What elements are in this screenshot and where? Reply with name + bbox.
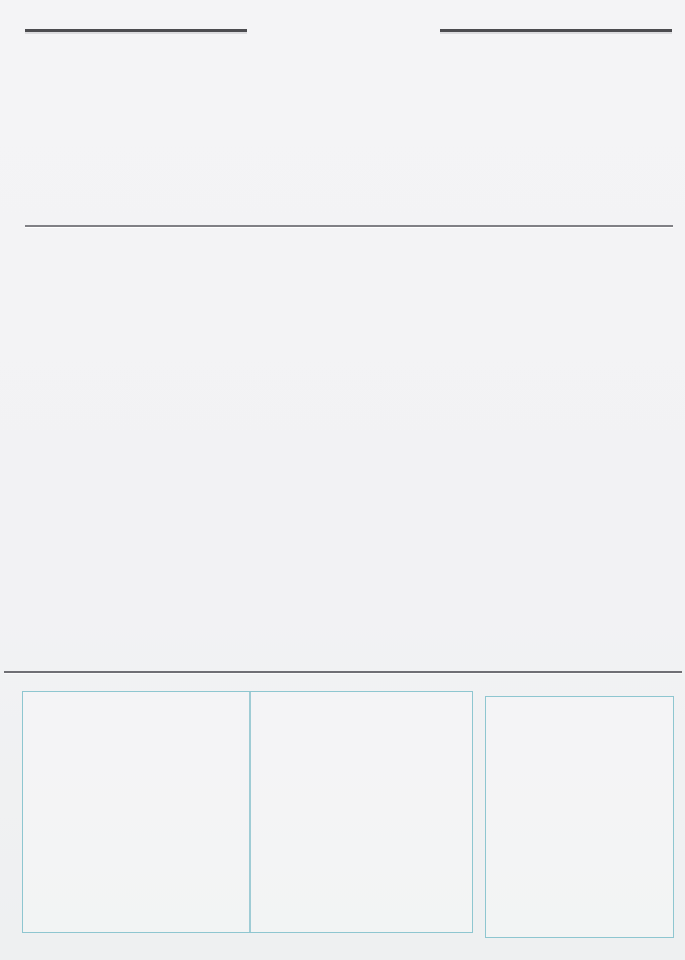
header-rule-left: [25, 29, 247, 32]
intro-column-instructions-1: [248, 56, 455, 226]
header-rule-right: [440, 29, 672, 32]
intro-column-instructions-2: [465, 56, 672, 226]
column-divider: [249, 692, 251, 932]
footer-rule: [4, 671, 682, 673]
intro-column-dimensions: [25, 56, 237, 226]
legend: [533, 438, 675, 450]
crochet-chart: [0, 228, 685, 676]
abbreviations-box: [485, 696, 674, 938]
addresses-box: [22, 691, 473, 933]
section-rule: [25, 225, 673, 227]
addresses-column-1: [39, 700, 241, 710]
